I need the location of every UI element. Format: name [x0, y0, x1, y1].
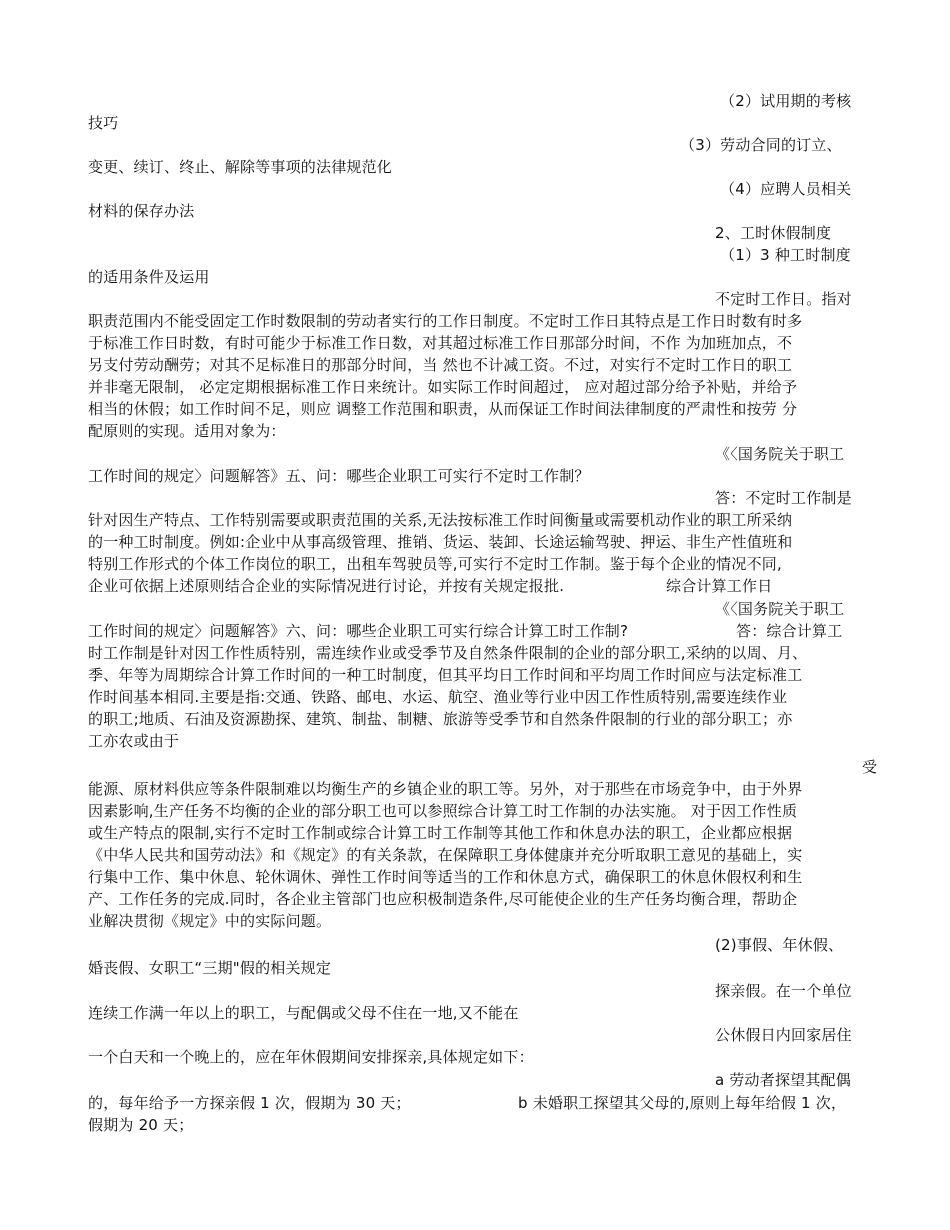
text-line: 季、年等为周期综合计算工作时间的一种工时制度，但其平均日工作时间和平均周工作时间应与法定标准工 [88, 666, 803, 684]
text-line: 探亲假。在一个单位 [715, 982, 852, 1000]
text-line: 技巧 [88, 114, 119, 132]
text-line: b 未婚职工探望其父母的,原则上每年给假 1 次， [518, 1094, 847, 1112]
text-line: 工亦农或由于 [88, 732, 180, 750]
text-line: 受 [862, 758, 878, 776]
text-line: 公休假日内回家居住 [715, 1026, 852, 1044]
text-line: 能源、原材料供应等条件限制难以均衡生产的乡镇企业的职工等。另外，对于那些在市场竞争中，由于外界 [88, 780, 803, 798]
text-line: 企业可依据上述原则结合企业的实际情况进行讨论，并按有关规定报批. [88, 577, 565, 595]
text-line: 于标准工作日时数，有时可能少于标准工作日数，对其超过标准工作日那部分时间，不作 为加班加点，不 [88, 334, 793, 352]
text-line: 的一种工时制度。例如:企业中从事高级管理、推销、货运、装卸、长途运输驾驶、押运、非生产性值班和 [88, 533, 793, 551]
text-line: 因素影响,生产任务不均衡的企业的部分职工也可以参照综合计算工时工作制的办法实施。 对于因工作性质 [88, 802, 798, 820]
text-line: 配原则的实现。适用对象为： [88, 422, 286, 440]
text-line: （4）应聘人员相关 [720, 180, 852, 198]
text-line: （2）试用期的考核 [720, 92, 852, 110]
text-line: 并非毫无限制， 必定定期根据标准工作日来统计。如实际工作时间超过， 应对超过部分给予补贴，并给予 [88, 378, 798, 396]
text-line: 业解决贯彻《规定》中的实际问题。 [88, 912, 332, 930]
text-line: 变更、续订、终止、解除等事项的法律规范化 [88, 158, 393, 176]
text-line: a 劳动者探望其配偶 [715, 1071, 851, 1089]
text-line: 职责范围内不能受固定工作时数限制的劳动者实行的工作日制度。不定时工作日其特点是工作日时数有时多 [88, 312, 803, 330]
text-line: 的职工;地质、石油及资源勘探、建筑、制盐、制糖、旅游等受季节和自然条件限制的行业的部分职工；亦 [88, 710, 793, 728]
text-line: 《〈国务院关于职工 [715, 445, 845, 463]
text-line: 工作时间的规定〉问题解答》五、问：哪些企业职工可实行不定时工作制？ [88, 467, 590, 485]
text-line: 综合计算工作日 [666, 577, 773, 595]
section-heading: 2、工时休假制度 [715, 224, 832, 242]
text-line: 假期为 20 天； [88, 1116, 194, 1134]
text-line: 连续工作满一年以上的职工，与配偶或父母不住在一地,又不能在 [88, 1004, 519, 1022]
text-line: 《中华人民共和国劳动法》和《规定》的有关条款，在保障职工身体健康并充分听取职工意见的基础上，实 [88, 846, 803, 864]
text-line: （1）3 种工时制度 [720, 246, 851, 264]
text-line: 或生产特点的限制,实行不定时工作制或综合计算工时工作制等其他工作和休息办法的职工，企业都应根据 [88, 824, 793, 842]
text-line: 婚丧假、女职工“三期"假的相关规定 [88, 959, 332, 977]
text-line: 相当的休假；如工作时间不足，则应 调整工作范围和职责，从而保证工作时间法律制度的严肃性和按劳 分 [88, 400, 798, 418]
text-line: 的，每年给予一方探亲假 1 次，假期为 30 天； [88, 1094, 411, 1112]
text-line: 作时间基本相同.主要是指:交通、铁路、邮电、水运、航空、渔业等行业中因工作性质特别,需要连续作业 [88, 688, 788, 706]
text-line: (2)事假、年休假、 [715, 936, 844, 954]
text-line: 的适用条件及运用 [88, 268, 210, 286]
text-line: 答：综合计算工 [736, 622, 843, 640]
text-line: 特别工作形式的个体工作岗位的职工，出租车驾驶员等,可实行不定时工作制。鉴于每个企业的情况不同, [88, 555, 782, 573]
text-line: 产、工作任务的完成.同时，各企业主管部门也应积极制造条件,尽可能使企业的生产任务均衡合理，帮助企 [88, 890, 798, 908]
text-line: 行集中工作、集中休息、轮休调休、弹性工作时间等适当的工作和休息方式，确保职工的休息休假权利和生 [88, 868, 803, 886]
text-line: 答：不定时工作制是 [715, 489, 852, 507]
text-line: 一个白天和一个晚上的，应在年休假期间安排探亲,具体规定如下： [88, 1048, 534, 1066]
text-line: 材料的保存办法 [88, 202, 195, 220]
text-line: 时工作制是针对因工作性质特别，需连续作业或受季节及自然条件限制的企业的部分职工,采纳的以周、月、 [88, 644, 808, 662]
text-line: （3）劳动合同的订立、 [680, 136, 842, 154]
text-line: 针对因生产特点、工作特别需要或职责范围的关系,无法按标准工作时间衡量或需要机动作业的职工所采纳 [88, 511, 793, 529]
text-line: 不定时工作日。指对 [715, 290, 852, 308]
text-line: 工作时间的规定〉问题解答》六、问：哪些企业职工可实行综合计算工时工作制? [88, 622, 629, 640]
text-line: 《〈国务院关于职工 [715, 600, 845, 618]
text-line: 另支付劳动酬劳；对其不足标准日的那部分时间，当 然也不计减工资。不过，对实行不定时工作日的职工 [88, 356, 793, 374]
